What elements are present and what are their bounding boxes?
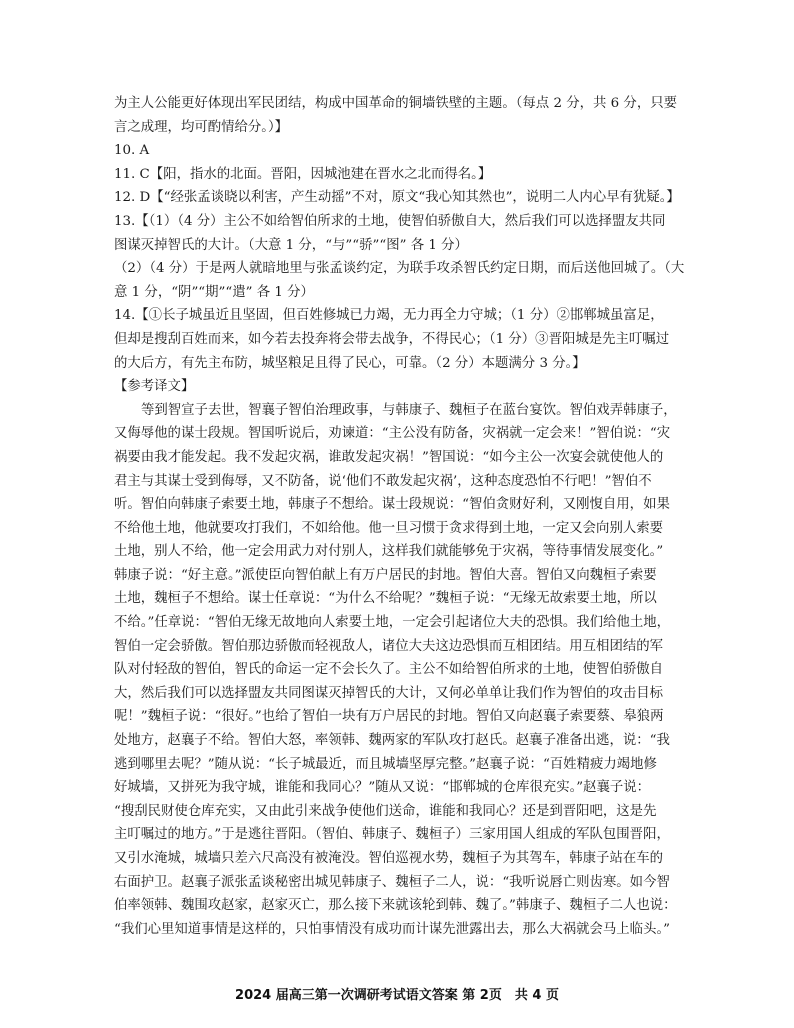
translation-line: 逃到哪里去呢？”随从说：“长子城最近，而且城墙坚厚完整。”赵襄子说：“百姓精疲力竭地修 — [114, 756, 657, 772]
text-line: 意 1 分，“阴”“期”“遣” 各 1 分） — [114, 284, 314, 300]
page-footer: 2024 届高三第一次调研考试语文答案 第 2页 共 4 页 — [235, 988, 559, 1003]
text-line: 但却是搜刮百姓而来，如今若去投奔将会带去战争，不得民心；（1 分）③晋阳城是先主叮嘱过 — [114, 331, 670, 347]
translation-line: 智伯一定会骄傲。智伯那边骄傲而轻视敌人，诸位大夫这边恐惧而互相团结。用互相团结的军 — [114, 638, 664, 654]
answer-11: 11. C【阳，指水的北面。晋阳，因城池建在晋水之北而得名。】 — [114, 166, 492, 182]
translation-line: “搜刮民财使仓库充实，又由此引来战争使他们送命，谁能和我同心？还是到晋阳吧，这是先 — [114, 803, 657, 819]
translation-line: 祸要由我才能发起。我不发起灾祸，谁敢发起灾祸！”智国说：“如今主公一次宴会就使他人的 — [114, 449, 664, 465]
translation-heading: 【参考译文】 — [114, 379, 195, 395]
translation-line: 君主与其谋士受到侮辱，又不防备，说‘他们不敢发起灾祸’，这种态度恐怕不行吧！”智伯不 — [114, 473, 652, 489]
translation-line: 大，然后我们可以选择盟友共同图谋灭掉智氏的大计，又何必单单让我们作为智伯的攻击目标 — [114, 685, 664, 701]
answer-14: 14.【①长子城虽近且坚固，但百姓修城已力竭，无力再全力守城；（1 分）②邯郸城虽富足， — [114, 308, 664, 324]
translation-line: 又侮辱他的谋士段规。智国听说后，劝谏道：“主公没有防备，灾祸就一定会来！”智伯说：“灾 — [114, 426, 671, 442]
translation-line: 队对付轻敌的智伯，智氏的命运一定不会长久了。主公不如给智伯所求的土地，使智伯骄傲自 — [114, 662, 664, 678]
translation-line: “我们心里知道事情是这样的，只怕事情没有成功而计谋先泄露出去，那么大祸就会马上临头。” — [114, 921, 671, 937]
translation-line: 处地方，赵襄子不给。智伯大怒，率领韩、魏两家的军队攻打赵氏。赵襄子准备出逃，说：“我 — [114, 733, 670, 749]
translation-line: 不给。”任章说：“智伯无缘无故地向人索要土地，一定会引起诸位大夫的恐惧。我们给他土地， — [114, 615, 671, 631]
answer-13: 13.【（1）（4 分）主公不如给智伯所求的土地，使智伯骄傲自大，然后我们可以选择盟友共同 — [114, 213, 666, 229]
translation-line: 等到智宣子去世，智襄子智伯治理政事，与韩康子、魏桓子在蓝台宴饮。智伯戏弄韩康子， — [141, 402, 677, 418]
translation-line: 呢！”魏桓子说：“很好。”也给了智伯一块有万户居民的封地。智伯又向赵襄子索要蔡、皋狼两 — [114, 709, 664, 725]
translation-line: 好城墙，又拼死为我守城，谁能和我同心？”随从又说：“邯郸城的仓库很充实。”赵襄子说： — [114, 780, 651, 796]
text-line: 图谋灭掉智氏的大计。（大意 1 分，“与”“骄”“图” 各 1 分） — [114, 237, 468, 253]
translation-line: 土地，别人不给，他一定会用武力对付别人，这样我们就能够免于灾祸，等待事情发展变化。” — [114, 544, 664, 560]
text-line: （2）（4 分）于是两人就暗地里与张孟谈约定，为联手攻杀智氏约定日期，而后送他回城了。（大 — [114, 261, 685, 277]
translation-line: 伯率领韩、魏围攻赵家，赵家灭亡，那么接下来就该轮到韩、魏了。”韩康子、魏桓子二人也说： — [114, 898, 677, 914]
translation-line: 右面护卫。赵襄子派张孟谈秘密出城见韩康子、魏桓子二人，说：“我听说唇亡则齿寒。如今智 — [114, 874, 670, 890]
answer-12: 12. D【“经张孟谈晓以利害，产生动摇”不对，原文“我心知其然也”，说明二人内心早有犹疑。】 — [114, 190, 680, 206]
translation-line: 不给他土地，他就要攻打我们，不如给他。他一旦习惯于贪求得到土地，一定又会向别人索要 — [114, 520, 664, 536]
translation-line: 主叮嘱过的地方。”于是逃往晋阳。（智伯、韩康子、魏桓子）三家用国人组成的军队包围晋阳， — [114, 827, 670, 843]
document-body — [114, 92, 686, 941]
text-line: 的大后方，有先主布防，城坚粮足且得了民心，可靠。（2 分）本题满分 3 分。】 — [114, 355, 586, 371]
text-line: 言之成理，均可酌情给分。）】 — [114, 119, 289, 135]
answer-10: 10. A — [114, 143, 150, 159]
translation-line: 土地，魏桓子不想给。谋士任章说：“为什么不给呢？”魏桓子说：“无缘无故索要土地，所以 — [114, 591, 657, 607]
translation-line: 听。智伯向韩康子索要土地，韩康子不想给。谋士段规说：“智伯贪财好利，又刚愎自用，如果 — [114, 497, 670, 513]
translation-line: 韩康子说：“好主意。”派使臣向智伯献上有万户居民的封地。智伯大喜。智伯又向魏桓子索要 — [114, 567, 657, 583]
text-line: 为主人公能更好体现出军民团结，构成中国革命的铜墙铁壁的主题。（每点 2 分，共 6 分，只要 — [114, 96, 677, 111]
translation-line: 又引水淹城，城墙只差六尺高没有被淹没。智伯巡视水势，魏桓子为其驾车，韩康子站在车的 — [114, 851, 664, 866]
